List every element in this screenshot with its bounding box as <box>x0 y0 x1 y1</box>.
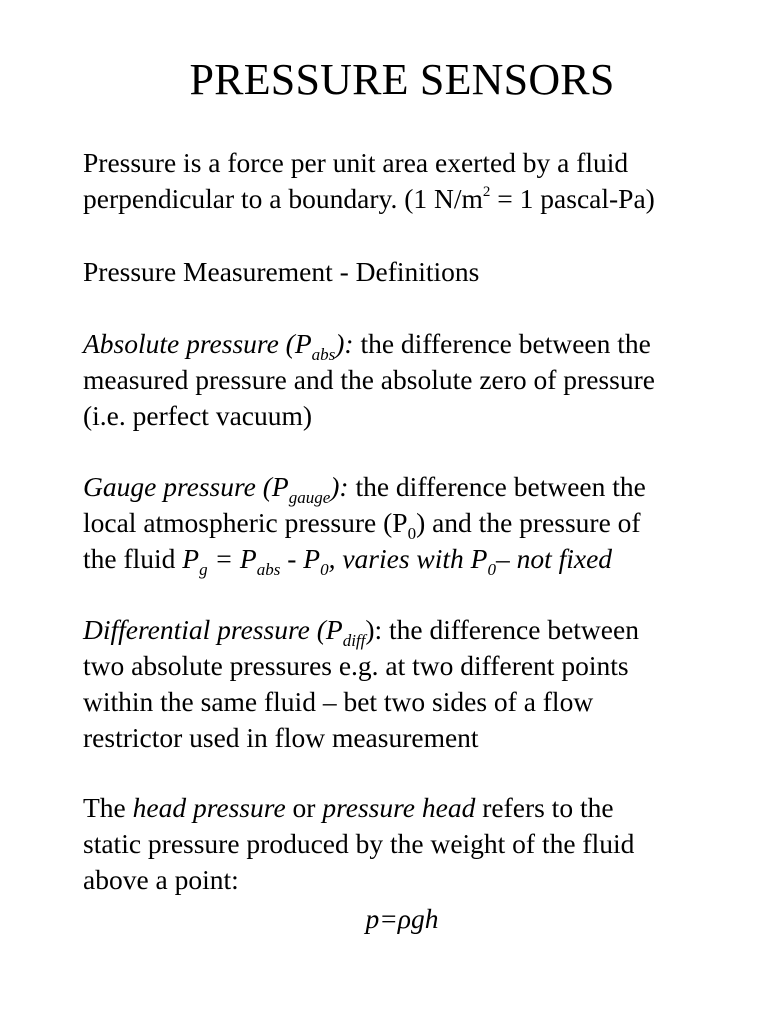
differential-term: Differential pressure ($P_{diff}$ <box>83 614 366 650</box>
head-line-2: static pressure produced by the weight of the fluid <box>83 828 635 859</box>
gauge-line-1: Gauge pressure $(P_{gauge})$: the difference between the <box>83 471 646 507</box>
gauge-line-2: local atmospheric pressure $(P_0)$ and the pressure of <box>83 507 641 543</box>
differential-pressure-definition <box>83 612 743 756</box>
intro-paragraph <box>83 145 743 217</box>
head-line-1: The head pressure or pressure head refers to the <box>83 792 614 823</box>
gauge-pressure-definition <box>83 469 743 577</box>
absolute-line-2: measured pressure and the absolute zero of pressure <box>83 364 655 395</box>
differential-line-1: Differential pressure $(P_{diff})$: the difference between <box>83 614 639 650</box>
differential-line-4: restrictor used in flow measurement <box>83 722 479 753</box>
intro-line-2: perpendicular to a boundary. (1 $N/m^2 = 1$ pascal-Pa) <box>83 183 655 214</box>
differential-line-2: two absolute pressures e.g. at two different points <box>83 650 629 681</box>
head-line-3: above a point: <box>83 864 239 895</box>
absolute-line-3: (i.e. perfect vacuum) <box>83 400 313 431</box>
absolute-pressure-definition <box>83 326 743 434</box>
page-title: PRESSURE SENSORS <box>189 55 615 104</box>
gauge-line-3: the fluid $P_g = P_{abs} - P_0$, varies with $P_0-$ not fixed <box>83 543 613 579</box>
section-heading: Pressure Measurement - Definitions <box>83 256 480 287</box>
absolute-line-1: Absolute pressure $(P_{abs})$: the difference between the <box>83 328 651 364</box>
absolute-term: Absolute pressure $(P_{abs})$: <box>83 328 354 364</box>
head-pressure-formula: p=ρgh <box>365 903 439 934</box>
head-pressure-paragraph <box>83 790 743 898</box>
intro-line-1: Pressure is a force per unit area exerted by a fluid <box>83 147 629 178</box>
gauge-term: Gauge pressure $(P_{gauge})$: <box>83 471 349 507</box>
head-pressure-term: head pressure <box>132 792 286 823</box>
pressure-head-term: pressure head <box>322 792 476 823</box>
differential-line-3: within the same fluid – bet two sides of a flow <box>83 686 594 717</box>
gauge-formula: $P_g = P_{abs} - P_0$, varies with $P_0-$ not fixed <box>182 543 613 579</box>
